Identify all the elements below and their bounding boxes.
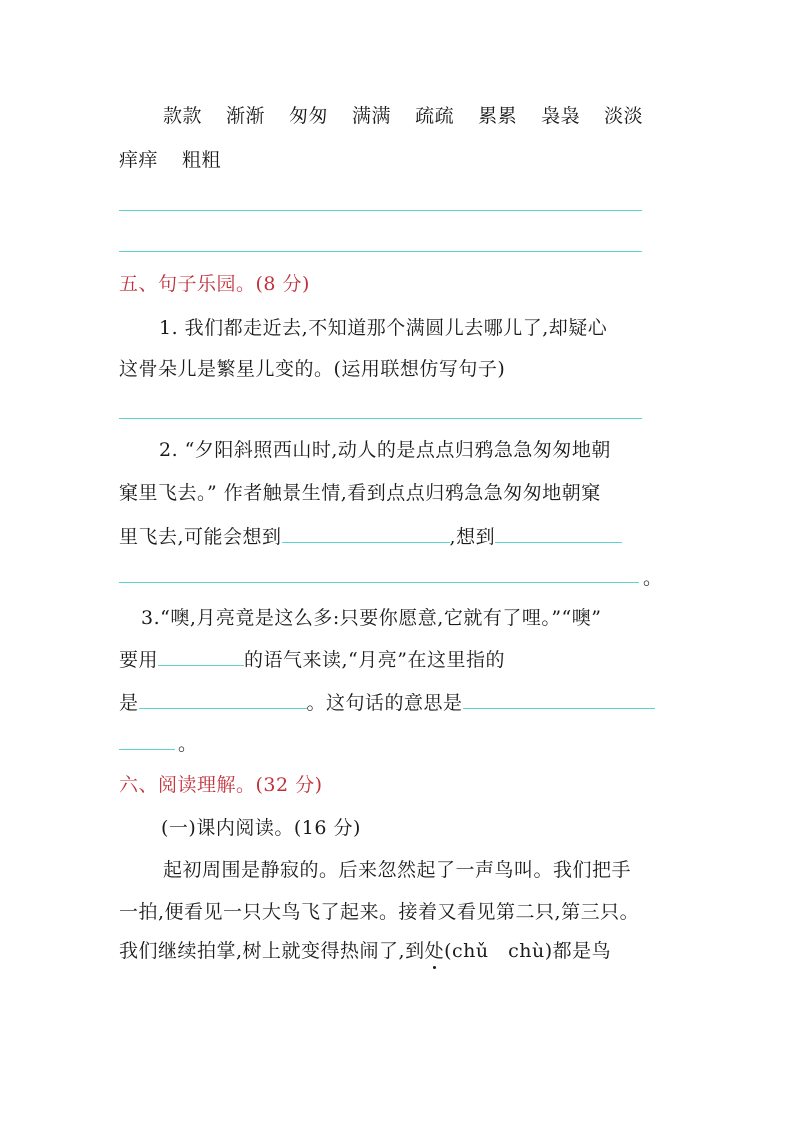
word: 款款 — [163, 105, 203, 127]
word: 渐渐 — [226, 105, 266, 127]
word-list-row-2 — [119, 148, 245, 172]
q3-line-2-suffix: 的语气来读,“月亮”在这里指的 — [244, 649, 505, 671]
section-heading-5: 五、句子乐园。(8 分) — [119, 273, 310, 295]
passage-line-1: 起初周围是静寂的。后来忽然起了一声鸟叫。我们把手 — [163, 859, 632, 881]
passage-line-3-suffix: (chǔ chù)都是鸟 — [444, 940, 612, 962]
passage-line-3-prefix: 我们继续拍掌,树上就变得热闹了,到 — [119, 940, 425, 962]
q3-end-period: 。 — [178, 733, 198, 755]
word-list-row-1 — [163, 104, 643, 128]
word: 疏疏 — [415, 105, 455, 127]
q1-line-1: 1. 我们都走近去,不知道那个满圆儿去哪儿了,却疑心 — [159, 317, 608, 339]
word: 粗粗 — [182, 149, 222, 171]
q1-line-2: 这骨朵儿是繁星儿变的。(运用联想仿写句子) — [119, 358, 506, 380]
q2-line-1: 2. “夕阳斜照西山时,动人的是点点归鸦急急匆匆地朝 — [159, 439, 611, 461]
q2-end-period: 。 — [643, 567, 663, 589]
q2-blank-2[interactable] — [495, 524, 622, 543]
q3-answer-line[interactable] — [119, 749, 175, 750]
answer-line[interactable] — [119, 251, 642, 252]
q3-blank-1[interactable] — [158, 647, 244, 666]
q2-line-3 — [119, 524, 622, 549]
q3-line-3-prefix: 是 — [119, 692, 139, 714]
passage-line-3 — [119, 939, 611, 963]
q3-line-1: 3.“噢,月亮竟是这么多:只要你愿意,它就有了哩。”“噢” — [141, 607, 602, 629]
section-heading-6: 六、阅读理解。(32 分) — [119, 774, 323, 796]
q1-answer-line[interactable] — [119, 418, 642, 419]
passage-line-2: 一拍,便看见一只大鸟飞了起来。接着又看见第二只,第三只。 — [119, 901, 640, 923]
q3-blank-2[interactable] — [139, 690, 307, 709]
q2-answer-line[interactable] — [119, 582, 639, 583]
q3-line-3 — [119, 690, 655, 715]
emphasized-char: 处 — [424, 940, 445, 962]
q2-line-3-prefix: 里飞去,可能会想到 — [119, 526, 282, 548]
answer-line[interactable] — [119, 210, 642, 211]
word: 痒痒 — [119, 149, 159, 171]
q3-line-2 — [119, 647, 505, 672]
word: 袅袅 — [541, 105, 581, 127]
q2-line-3-mid: ,想到 — [449, 526, 496, 548]
q2-blank-1[interactable] — [282, 524, 450, 543]
q3-line-2-prefix: 要用 — [119, 649, 159, 671]
word: 累累 — [478, 105, 518, 127]
q2-line-2: 窠里飞去。” 作者触景生情,看到点点归鸦急急匆匆地朝窠 — [119, 482, 601, 504]
word: 匆匆 — [289, 105, 329, 127]
word: 满满 — [352, 105, 392, 127]
sub-heading-in-class-reading: (一)课内阅读。(16 分) — [161, 817, 361, 839]
q3-line-3-mid: 。这句话的意思是 — [306, 692, 463, 714]
word: 淡淡 — [604, 105, 644, 127]
q3-blank-3[interactable] — [463, 690, 655, 709]
